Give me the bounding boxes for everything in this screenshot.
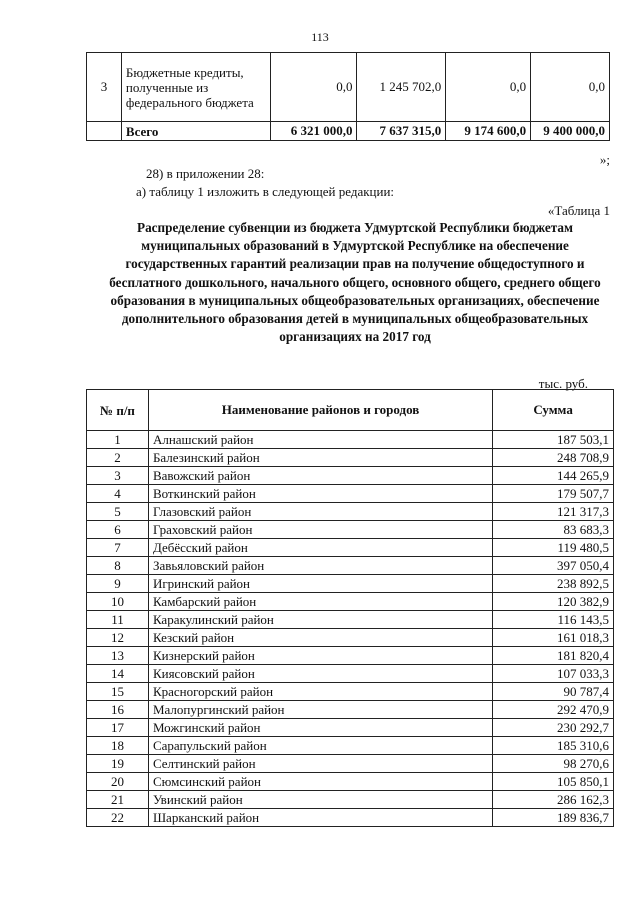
total-value: 9 400 000,0	[531, 122, 610, 141]
table-row	[87, 719, 614, 737]
row-number: 16	[87, 701, 149, 719]
row-number: 20	[87, 773, 149, 791]
row-sum: 189 836,7	[493, 809, 614, 827]
row-sum: 107 033,3	[493, 665, 614, 683]
subvention-table	[86, 389, 614, 827]
row-number: 5	[87, 503, 149, 521]
row-value: 0,0	[531, 53, 610, 122]
table-row	[87, 791, 614, 809]
row-name: Малопургинский район	[148, 701, 492, 719]
row-name: Бюджетные кредиты, полученные из федерального бюджета	[121, 53, 270, 122]
table-row	[87, 53, 610, 122]
units-label: тыс. руб.	[538, 376, 588, 391]
row-number: 3	[87, 467, 149, 485]
row-sum: 121 317,3	[493, 503, 614, 521]
row-number: 7	[87, 539, 149, 557]
row-name: Балезинский район	[148, 449, 492, 467]
row-sum: 161 018,3	[493, 629, 614, 647]
table-row	[87, 575, 614, 593]
row-name: Шарканский район	[148, 809, 492, 827]
row-sum: 238 892,5	[493, 575, 614, 593]
row-number: 22	[87, 809, 149, 827]
row-number: 6	[87, 521, 149, 539]
row-sum: 120 382,9	[493, 593, 614, 611]
table-row	[87, 431, 614, 449]
header-sum: Сумма	[493, 390, 614, 431]
row-name: Сюмсинский район	[148, 773, 492, 791]
row-name: Сарапульский район	[148, 737, 492, 755]
row-name: Алнашский район	[148, 431, 492, 449]
table-row	[87, 449, 614, 467]
row-sum: 90 787,4	[493, 683, 614, 701]
row-name: Камбарский район	[148, 593, 492, 611]
table-row	[87, 647, 614, 665]
row-sum: 144 265,9	[493, 467, 614, 485]
table-row	[87, 629, 614, 647]
empty-cell	[87, 122, 122, 141]
table-row	[87, 485, 614, 503]
row-number: 10	[87, 593, 149, 611]
row-sum: 286 162,3	[493, 791, 614, 809]
row-number: 14	[87, 665, 149, 683]
row-name: Глазовский район	[148, 503, 492, 521]
table-row	[87, 503, 614, 521]
table-row	[87, 683, 614, 701]
row-number: 9	[87, 575, 149, 593]
table-row	[87, 809, 614, 827]
row-sum: 230 292,7	[493, 719, 614, 737]
row-number: 13	[87, 647, 149, 665]
row-sum: 98 270,6	[493, 755, 614, 773]
table-heading: Распределение субвенции из бюджета Удмуртской Республики бюджетам муниципальных образований в Удмуртской Республике на обеспечение государственных гарантий реализации прав на получение общедоступного и бесплатного дошкольного, начального общего, основного общего, среднего общего образования в муниципальных общеобразовательных организациях, обеспечение дополнительного образования детей в муниципальных общеобразовательных организациях на 2017 год	[109, 220, 601, 345]
row-number: 19	[87, 755, 149, 773]
row-name: Граховский район	[148, 521, 492, 539]
row-number: 4	[87, 485, 149, 503]
table-row	[87, 539, 614, 557]
table-row	[87, 755, 614, 773]
row-name: Красногорский район	[148, 683, 492, 701]
row-sum: 116 143,5	[493, 611, 614, 629]
table-row	[87, 773, 614, 791]
row-name: Можгинский район	[148, 719, 492, 737]
row-name: Воткинский район	[148, 485, 492, 503]
row-sum: 187 503,1	[493, 431, 614, 449]
row-number: 21	[87, 791, 149, 809]
row-sum: 248 708,9	[493, 449, 614, 467]
row-number: 1	[87, 431, 149, 449]
table-row	[87, 701, 614, 719]
row-name: Дебёсский район	[148, 539, 492, 557]
row-name: Селтинский район	[148, 755, 492, 773]
row-value: 0,0	[446, 53, 531, 122]
row-number: 11	[87, 611, 149, 629]
row-sum: 397 050,4	[493, 557, 614, 575]
table-row	[87, 737, 614, 755]
header-number: № п/п	[87, 390, 149, 431]
budget-sources-table	[86, 52, 610, 141]
row-sum: 181 820,4	[493, 647, 614, 665]
paragraph-item: 28) в приложении 28:	[146, 166, 265, 181]
row-number: 15	[87, 683, 149, 701]
table-row	[87, 665, 614, 683]
total-value: 9 174 600,0	[446, 122, 531, 141]
row-sum: 179 507,7	[493, 485, 614, 503]
row-sum: 83 683,3	[493, 521, 614, 539]
row-sum: 105 850,1	[493, 773, 614, 791]
row-number: 12	[87, 629, 149, 647]
page-number: 113	[311, 30, 329, 44]
total-row	[87, 122, 610, 141]
header-row	[87, 390, 614, 431]
row-name: Игринский район	[148, 575, 492, 593]
row-sum: 185 310,6	[493, 737, 614, 755]
row-sum: 292 470,9	[493, 701, 614, 719]
row-name: Киясовский район	[148, 665, 492, 683]
row-name: Вавожский район	[148, 467, 492, 485]
table-row	[87, 611, 614, 629]
row-sum: 119 480,5	[493, 539, 614, 557]
row-number: 2	[87, 449, 149, 467]
row-number: 3	[87, 53, 122, 122]
table-row	[87, 467, 614, 485]
row-value: 0,0	[270, 53, 357, 122]
table-reference: «Таблица 1	[547, 203, 610, 218]
table-row	[87, 557, 614, 575]
total-label: Всего	[121, 122, 270, 141]
table-row	[87, 521, 614, 539]
row-name: Кезский район	[148, 629, 492, 647]
row-name: Кизнерский район	[148, 647, 492, 665]
closing-quote: »;	[599, 152, 610, 167]
total-value: 7 637 315,0	[357, 122, 446, 141]
row-name: Увинский район	[148, 791, 492, 809]
row-number: 17	[87, 719, 149, 737]
row-value: 1 245 702,0	[357, 53, 446, 122]
header-name: Наименование районов и городов	[148, 390, 492, 431]
row-name: Завьяловский район	[148, 557, 492, 575]
paragraph-subitem: а) таблицу 1 изложить в следующей редакции:	[136, 184, 395, 199]
total-value: 6 321 000,0	[270, 122, 357, 141]
row-number: 18	[87, 737, 149, 755]
row-number: 8	[87, 557, 149, 575]
row-name: Каракулинский район	[148, 611, 492, 629]
table-row	[87, 593, 614, 611]
